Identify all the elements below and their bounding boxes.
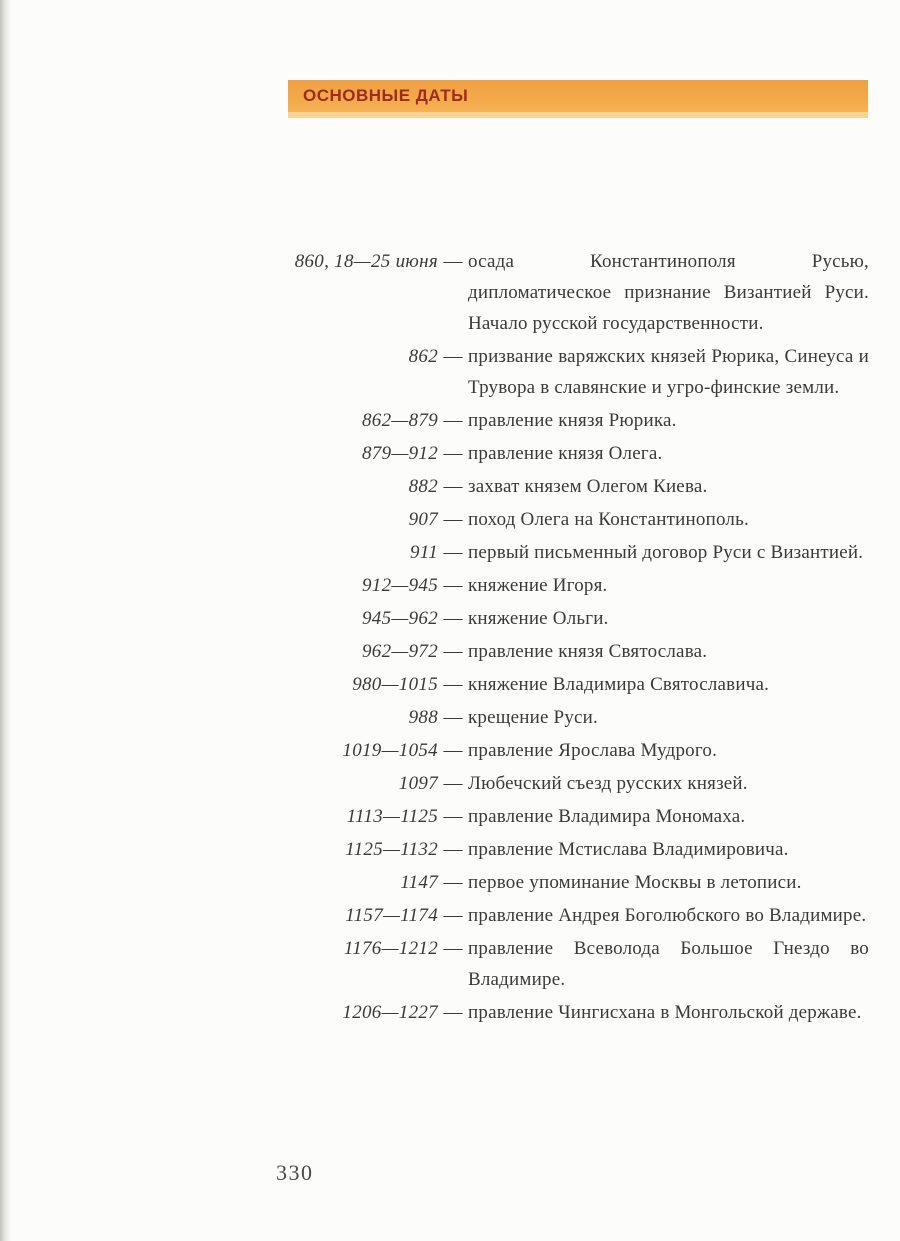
entry-date: 1113—1125	[346, 806, 438, 827]
entry-dash: —	[443, 872, 463, 893]
entry-description: правление Ярослава Мудрого.	[468, 740, 718, 761]
entry-dash: —	[443, 806, 463, 827]
entry-dash: —	[443, 443, 463, 464]
date-entry	[288, 669, 869, 700]
entry-description: первое упоминание Москвы в летописи.	[468, 872, 802, 893]
entry-description: захват князем Олегом Киева.	[468, 476, 708, 497]
entry-date: 945—962	[362, 608, 438, 629]
entry-date: 912—945	[362, 575, 438, 596]
entry-date: 862—879	[362, 410, 438, 431]
date-entry	[288, 405, 869, 436]
entry-description: правление Всеволода Большое Гнездо во Владимире.	[468, 938, 869, 990]
scan-edge-shadow	[0, 0, 12, 1241]
entry-description: поход Олега на Константинополь.	[468, 509, 749, 530]
entry-dash: —	[443, 839, 463, 860]
entry-date: 962—972	[362, 641, 438, 662]
entry-description: правление Чингисхана в Монгольской державе.	[468, 1002, 862, 1023]
page-title: ОСНОВНЫЕ ДАТЫ	[303, 86, 469, 105]
date-entry	[288, 900, 869, 931]
entry-dash: —	[443, 542, 463, 563]
entry-description: правление Владимира Мономаха.	[468, 806, 746, 827]
entry-date: 882	[408, 476, 438, 497]
entry-description: правление князя Рюрика.	[468, 410, 677, 431]
entry-date: 860, 18—25 июня	[294, 251, 438, 272]
entry-date: 1019—1054	[342, 740, 438, 761]
entry-dash: —	[443, 674, 463, 695]
entry-description: осада Константинополя Русью, дипломатическое признание Византией Руси. Начало русской государственности.	[468, 251, 869, 334]
entry-description: правление Мстислава Владимировича.	[468, 839, 789, 860]
entry-description: Любечский съезд русских князей.	[468, 773, 748, 794]
entry-date: 1176—1212	[343, 938, 438, 959]
entry-dash: —	[443, 707, 463, 728]
date-entry	[288, 735, 869, 766]
entry-dash: —	[443, 608, 463, 629]
entry-description: правление князя Олега.	[468, 443, 663, 464]
entry-date: 862	[408, 346, 438, 367]
page-number: 330	[276, 1160, 314, 1185]
date-entry	[288, 801, 869, 832]
entry-dash: —	[443, 905, 463, 926]
entry-dash: —	[443, 938, 463, 959]
entry-date: 980—1015	[352, 674, 438, 695]
dates-list	[288, 246, 869, 1030]
entry-date: 911	[410, 542, 438, 563]
date-entry	[288, 438, 869, 469]
entry-dash: —	[443, 740, 463, 761]
entry-date: 988	[408, 707, 438, 728]
entry-date: 1125—1132	[345, 839, 438, 860]
entry-description: княжение Ольги.	[468, 608, 609, 629]
entry-description: призвание варяжских князей Рюрика, Синеуса и Трувора в славянские и угро-финские земли.	[468, 346, 869, 398]
entry-date: 1097	[398, 773, 438, 794]
date-entry	[288, 768, 869, 799]
date-entry	[288, 933, 869, 995]
entry-description: правление князя Святослава.	[468, 641, 708, 662]
entry-dash: —	[443, 346, 463, 367]
entry-dash: —	[443, 251, 463, 272]
entry-description: первый письменный договор Руси с Византией.	[468, 542, 864, 563]
date-entry	[288, 570, 869, 601]
date-entry	[288, 471, 869, 502]
entry-dash: —	[443, 410, 463, 431]
entry-date: 907	[408, 509, 438, 530]
entry-dash: —	[443, 773, 463, 794]
entry-dash: —	[443, 575, 463, 596]
entry-dash: —	[443, 509, 463, 530]
date-entry	[288, 603, 869, 634]
date-entry	[288, 997, 869, 1028]
date-entry	[288, 636, 869, 667]
entry-date: 1157—1174	[345, 905, 438, 926]
date-entry	[288, 246, 869, 339]
date-entry	[288, 834, 869, 865]
date-entry	[288, 702, 869, 733]
entry-dash: —	[443, 641, 463, 662]
entry-description: крещение Руси.	[468, 707, 598, 728]
entry-dash: —	[443, 1002, 463, 1023]
date-entry	[288, 537, 869, 568]
entry-description: княжение Игоря.	[468, 575, 608, 596]
date-entry	[288, 504, 869, 535]
entry-description: правление Андрея Боголюбского во Владимире.	[468, 905, 867, 926]
entry-date: 1147	[400, 872, 438, 893]
date-entry	[288, 341, 869, 403]
entry-description: княжение Владимира Святославича.	[468, 674, 770, 695]
header-banner	[288, 80, 868, 118]
entry-date: 1206—1227	[342, 1002, 438, 1023]
date-entry	[288, 867, 869, 898]
entry-date: 879—912	[362, 443, 438, 464]
entry-dash: —	[443, 476, 463, 497]
